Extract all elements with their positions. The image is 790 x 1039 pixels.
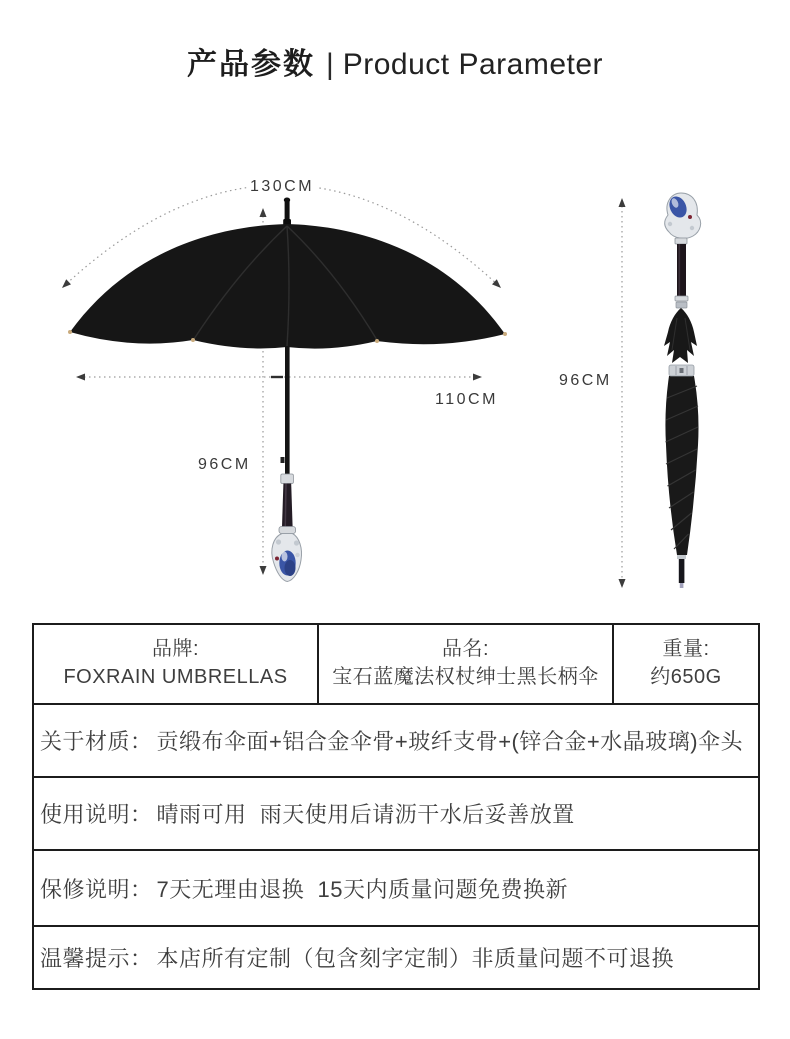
rib-tip (503, 332, 507, 336)
brand-value: FOXRAIN UMBRELLAS (63, 666, 288, 688)
title-chinese: 产品参数 (186, 48, 315, 81)
rib-tip (191, 338, 195, 342)
usage-label: 使用说明： (40, 802, 153, 827)
folded-canopy-top (664, 308, 697, 363)
red-gem (688, 215, 692, 219)
weight-label: 重量: (662, 638, 710, 661)
notice-label: 温馨提示： (40, 946, 153, 971)
spec-row-warranty (33, 850, 759, 926)
spec-table (32, 623, 760, 990)
material-label: 关于材质： (40, 729, 153, 754)
umbrella-tip (679, 559, 685, 583)
product-name-label: 品名: (441, 638, 490, 661)
arrow-down-icon (260, 566, 267, 575)
spec-header-row (33, 624, 759, 704)
dimension-label-canopy-arc: 130CM (247, 178, 317, 195)
closed-umbrella-illustration (664, 193, 701, 588)
umbrella-shaft (285, 346, 290, 474)
open-umbrella-illustration (68, 198, 507, 582)
dimension-diagram (0, 160, 790, 620)
usage-value: 晴雨可用 雨天使用后请沥干水后妥善放置 (156, 802, 575, 827)
dimension-label-open-height: 96CM (195, 456, 254, 473)
arrow-down-right-icon (492, 279, 501, 288)
spec-row-notice (33, 926, 759, 989)
red-gem (275, 557, 279, 561)
brand-label: 品牌: (151, 638, 200, 661)
arrow-right-icon (473, 374, 482, 381)
folded-canopy-body (665, 376, 698, 555)
dimension-label-closed-height: 96CM (556, 372, 615, 389)
umbrella-diagram-canvas (0, 160, 790, 620)
arrow-left-icon (76, 374, 85, 381)
arrow-up-icon (260, 208, 267, 217)
arrow-down-icon (619, 579, 626, 588)
product-name-value: 宝石蓝魔法权杖绅士黑长柄伞 (332, 666, 599, 688)
material-value: 贡缎布伞面+铝合金伞骨+玻纤支骨+(锌合金+水晶玻璃)伞头 (156, 729, 744, 754)
rib-tip (375, 339, 379, 343)
weight-cell (613, 624, 759, 704)
title-separator-bar: | (325, 48, 334, 81)
arrow-up-icon (619, 198, 626, 207)
spec-row-material (33, 704, 759, 777)
brand-cell (33, 624, 318, 704)
dimension-label-diameter: 110CM (432, 391, 501, 408)
warranty-value: 7天无理由退换 15天内质量问题免费换新 (156, 876, 568, 902)
arrow-down-left-icon (62, 279, 71, 288)
page-title (0, 47, 790, 83)
product-name-cell (318, 624, 613, 704)
warranty-label: 保修说明： (40, 876, 153, 902)
spec-row-usage (33, 777, 759, 850)
notice-value: 本店所有定制（包含刻字定制）非质量问题不可退换 (156, 946, 675, 971)
rib-tip (68, 330, 72, 334)
weight-value: 约650G (650, 666, 722, 688)
title-english: Product Parameter (342, 48, 604, 81)
